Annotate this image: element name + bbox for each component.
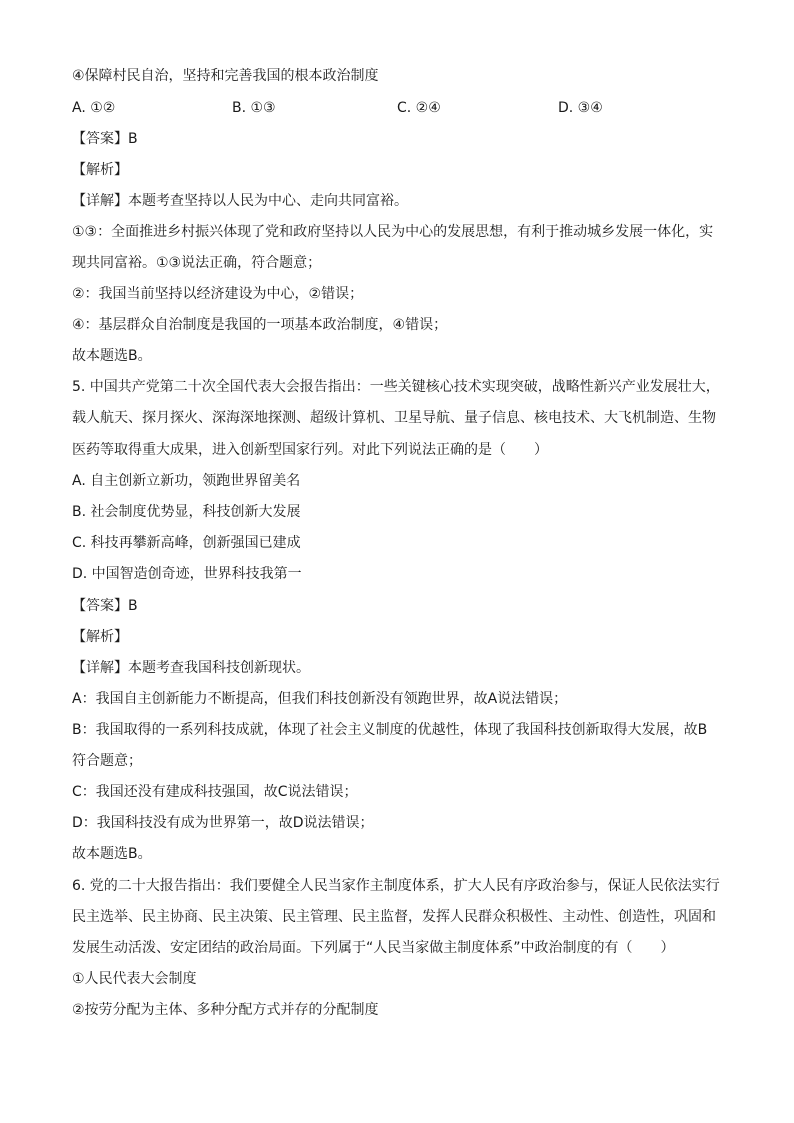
q5-analysis-label: 【解析】 (72, 629, 128, 645)
q5-option-d: D. 中国智造创奇迹，世界科技我第一 (72, 566, 302, 582)
q5-explain-d: D：我国科技没有成为世界第一，故D说法错误； (72, 815, 374, 831)
q4-option-4: ④保障村民自治，坚持和完善我国的根本政治制度 (72, 68, 379, 84)
q5-stem-end: 医药等取得重大成果，进入创新型国家行列。对此下列说法正确的是（ ） (72, 442, 548, 458)
q5-detail: 【详解】本题考查我国科技创新现状。 (72, 660, 310, 676)
q5-stem-cont: 载人航天、探月探火、深海深地探测、超级计算机、卫星导航、量子信息、核电技术、大飞机制造、生物 (72, 410, 716, 426)
q6-item-1: ①人民代表大会制度 (72, 971, 197, 987)
q4-analysis-label: 【解析】 (72, 162, 128, 178)
option-c: C. ②④ (397, 100, 441, 116)
q5-option-b: B. 社会制度优势显，科技创新大发展 (72, 504, 301, 520)
q6-stem: 6. 党的二十大报告指出：我们要健全人民当家作主制度体系，扩大人民有序政治参与，保证人民依法实行 (72, 878, 720, 894)
q4-conclusion: 故本题选B。 (72, 348, 152, 364)
q4-explain-13-cont: 现共同富裕。①③说法正确，符合题意； (72, 255, 322, 271)
q5-explain-b-cont: 符合题意； (72, 753, 142, 769)
q5-explain-b: B：我国取得的一系列科技成就，体现了社会主义制度的优越性，体现了我国科技创新取得大发展，故B (72, 722, 708, 738)
q5-explain-a: A：我国自主创新能力不断提高，但我们科技创新没有领跑世界，故A说法错误； (72, 691, 568, 707)
option-b: B. ①③ (232, 100, 276, 116)
q4-explain-13: ①③：全面推进乡村振兴体现了党和政府坚持以人民为中心的发展思想，有利于推动城乡发展一体化，实 (72, 224, 714, 240)
q5-explain-c: C：我国还没有建成科技强国，故C说法错误； (72, 784, 358, 800)
option-a: A. ①② (72, 100, 116, 116)
q4-explain-2: ②：我国当前坚持以经济建设为中心，②错误； (72, 286, 364, 302)
q6-stem-cont: 民主选举、民主协商、民主决策、民主管理、民主监督，发挥人民群众积极性、主动性、创造性，巩固和 (72, 909, 716, 925)
q5-conclusion: 故本题选B。 (72, 846, 152, 862)
q6-stem-end: 发展生动活泼、安定团结的政治局面。下列属于“人民当家做主制度体系”中政治制度的有（ ） (72, 940, 675, 956)
q4-detail: 【详解】本题考查坚持以人民为中心、走向共同富裕。 (72, 193, 408, 209)
q4-answer: 【答案】B (72, 131, 138, 147)
q5-answer: 【答案】B (72, 598, 138, 614)
q5-stem: 5. 中国共产党第二十次全国代表大会报告指出：一些关键核心技术实现突破，战略性新兴产业发展壮大， (72, 379, 720, 395)
option-d: D. ③④ (558, 100, 603, 116)
q5-option-c: C. 科技再攀新高峰，创新强国已建成 (72, 535, 301, 551)
options-row-q4 (72, 98, 722, 118)
q5-option-a: A. 自主创新立新功，领跑世界留美名 (72, 473, 301, 489)
q6-item-2: ②按劳分配为主体、多种分配方式并存的分配制度 (72, 1002, 379, 1018)
q4-explain-4: ④：基层群众自治制度是我国的一项基本政治制度，④错误； (72, 317, 448, 333)
